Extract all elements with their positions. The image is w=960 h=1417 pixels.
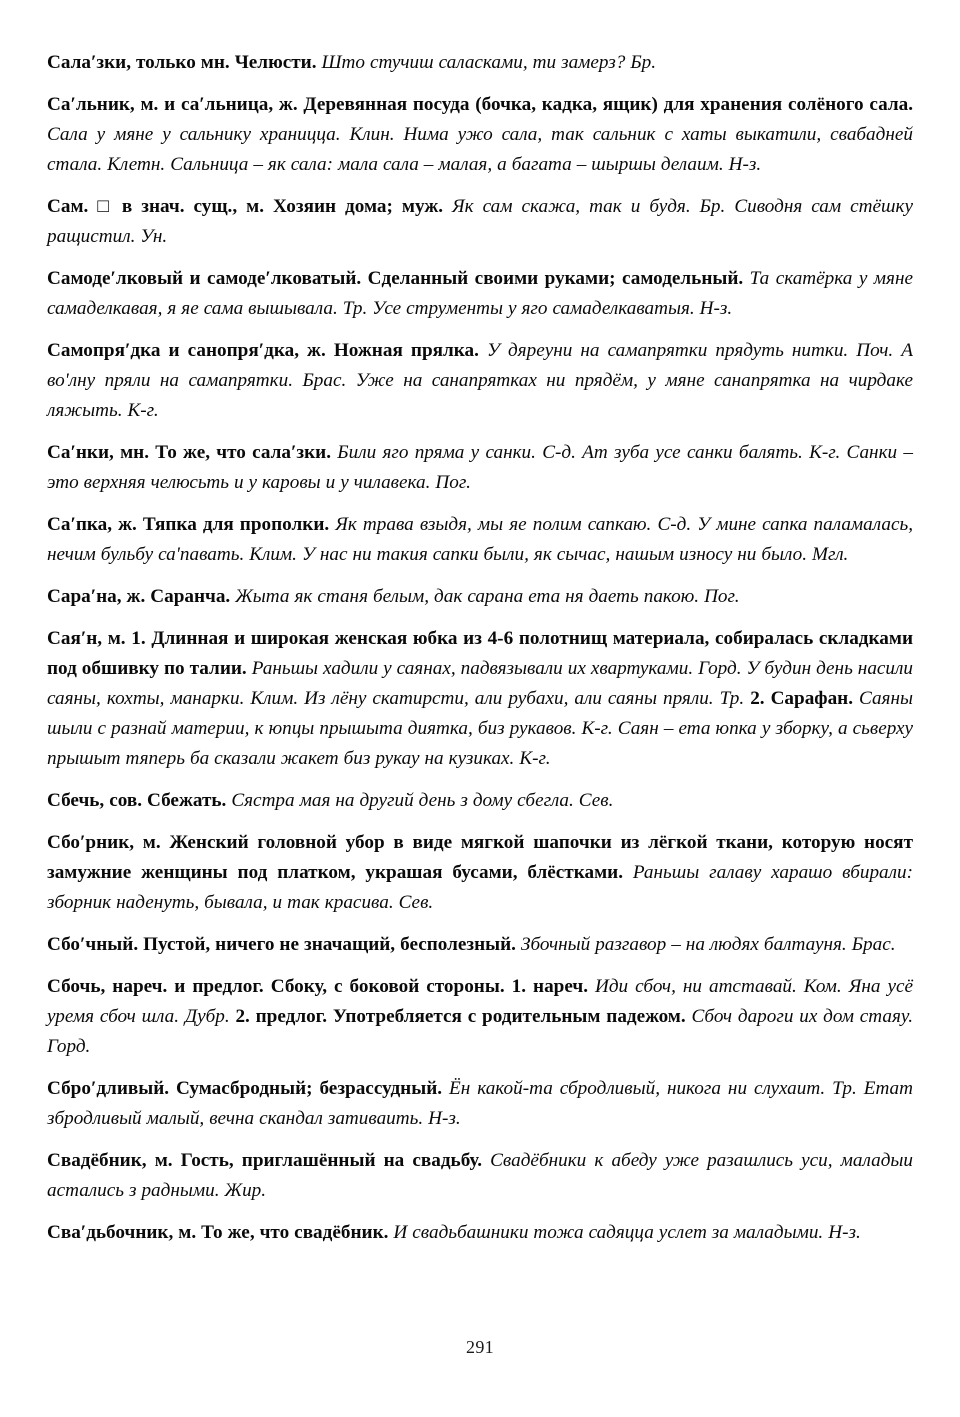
entry-example: Ён какой-та сбродливый, никога ни слухаит. Тр. Етат збродливый малый, вечна скандал зативаить. Н-з.: [47, 1078, 913, 1129]
entry-headword: Саʹнки, мн. То же, что салаʹзки.: [47, 442, 332, 463]
entry-headword: Свадёбник, м. Гость, приглашённый на свадьбу.: [47, 1150, 483, 1171]
page-number: 291: [465, 1337, 495, 1357]
entry-headword: Сам. □ в знач. сущ., м. Хозяин дома; муж.: [47, 196, 444, 217]
dictionary-entry-salnik: [47, 90, 913, 180]
entry-headword: Сваʹдьбочник, м. То же, что свадёбник.: [47, 1222, 389, 1243]
entry-sense2-headword: 2. предлог. Употребляется с родительным падежом.: [235, 1006, 686, 1027]
dictionary-entry-svadbochnik: [47, 1218, 913, 1248]
entry-headword: Салаʹзки, только мн. Челюсти.: [47, 52, 317, 73]
dictionary-entry-samodelkovyj: [47, 264, 913, 324]
dictionary-entry-sbochnyj: [47, 930, 913, 960]
entry-headword: Сбоʹчный. Пустой, ничего не значащий, бесполезный.: [47, 934, 516, 955]
dictionary-entry-sanki: [47, 438, 913, 498]
entry-example: Што стучиш саласками, ти замерз? Бр.: [316, 52, 657, 73]
entry-headword: Саʹпка, ж. Тяпка для прополки.: [47, 514, 330, 535]
dictionary-entry-sbrodlivyj: [47, 1074, 913, 1134]
entry-example: У дяреуни на самапрятки прядуть нитки. Поч. А воʹлну пряли на самапрятки. Брас. Уже на санапрятках ни прядём, у мяне санапрятка на чирдаке ляжыть. К-г.: [47, 340, 913, 421]
text-column: [47, 48, 913, 1248]
dictionary-entry-sboch: [47, 972, 913, 1062]
dictionary-entry-sarana: [47, 582, 913, 612]
entry-example: Та скатёрка у мяне самаделкавая, я яе сама вышывала. Тр. Усе струменты у яго самаделкаватыя. Н-з.: [47, 268, 913, 319]
entry-headword: Самопряʹдка и санопряʹдка, ж. Ножная прялка.: [47, 340, 479, 361]
entry-example: Иди сбоч, ни атставай. Ком. Яна усё уремя сбоч шла. Дубр.: [47, 976, 913, 1027]
entry-headword: Сараʹна, ж. Саранча.: [47, 586, 231, 607]
dictionary-entry-sapka: [47, 510, 913, 570]
entry-headword: Сбечь, сов. Сбежать.: [47, 790, 227, 811]
entry-example: Сала у мяне у сальнику храницца. Клин. Нима ужо сала, так сальник с хаты выкатили, свабадней стала. Клетн. Сальница – як сала: мала сала – малая, а багата – шыршы делаим. Н-з.: [47, 124, 913, 175]
dictionary-entry-samopryadka: [47, 336, 913, 426]
entry-example: Жыта як станя белым, дак сарана ета ня даеть пакою. Пог.: [230, 586, 740, 607]
dictionary-entry-sbech: [47, 786, 913, 816]
entry-sense2-example: Сбоч дароги их дом стаяу. Горд.: [47, 1006, 913, 1057]
entry-example: Як трава взыдя, мы яе полим сапкаю. С-д. У мине сапка паламалась, нечим бульбу саʹпавать. Клим. У нас ни такия сапки были, як сычас, нашым износу ни было. Мгл.: [47, 514, 913, 565]
entry-example: Свадёбники к абеду уже разашлись уси, маладыи астались з радными. Жир.: [47, 1150, 913, 1201]
entry-example: Били яго пряма у санки. С-д. Ат зуба усе санки балять. К-г. Санки – это верхняя челюсьть и у каровы и у чилавека. Пог.: [47, 442, 913, 493]
entry-example: Сястра мая на другий день з дому сбегла. Сев.: [226, 790, 614, 811]
dictionary-entry-sam: [47, 192, 913, 252]
dictionary-entry-svadebnik: [47, 1146, 913, 1206]
entry-headword: Сбоʹрник, м. Женский головной убор в виде мягкой шапочки из лёгкой ткани, которую носят замужние женщины под платком, украшая бусами, блёстками.: [47, 832, 913, 883]
entry-headword: Самодеʹлковый и самодеʹлковатый. Сделанный своими руками; самодельный.: [47, 268, 744, 289]
entry-sense2-example: Саяны шыли с разнай материи, к юпцы прышыта диятка, биз рукавов. К-г. Саян – ета юпка у зборку, а сьверху прышыт тяперь ба сказали жакет биз рукау на кузиках. К-г.: [47, 688, 913, 769]
entry-headword: Саяʹн, м. 1. Длинная и широкая женская юбка из 4-6 полотнищ материала, собиралась складками под обшивку по талии.: [47, 628, 913, 679]
dictionary-entry-sayan: [47, 624, 913, 774]
entry-headword: Сбочь, нареч. и предлог. Сбоку, с боковой стороны. 1. нареч.: [47, 976, 588, 997]
entry-headword: Сброʹдливый. Сумасбродный; безрассудный.: [47, 1078, 443, 1099]
dictionary-entry-salazki: [47, 48, 913, 78]
entry-headword: Саʹльник, м. и саʹльница, ж. Деревянная посуда (бочка, кадка, ящик) для хранения солёного сала.: [47, 94, 913, 115]
entry-example: Як сам скажа, так и будя. Бр. Сиводня сам стёшку ращистил. Ун.: [47, 196, 913, 247]
entry-example: Раньшы хадили у саянах, падвязывали их хвартуками. Горд. У будин день насили саяны, кохты, манарки. Клим. Из лёну скатирсти, али рубахи, али саяны пряли. Тр.: [47, 658, 913, 709]
entry-example: Раньшы галаву харашо вбирали: зборник наденуть, бывала, и так красива. Сев.: [47, 862, 913, 913]
dictionary-entry-sbornik: [47, 828, 913, 918]
entry-example: Збочный разгавор – на людях балтауня. Брас.: [515, 934, 896, 955]
entry-sense2-headword: 2. Сарафан.: [750, 688, 854, 709]
entry-example: И свадьбашники тожа садяцца услет за маладыми. Н-з.: [388, 1222, 861, 1243]
